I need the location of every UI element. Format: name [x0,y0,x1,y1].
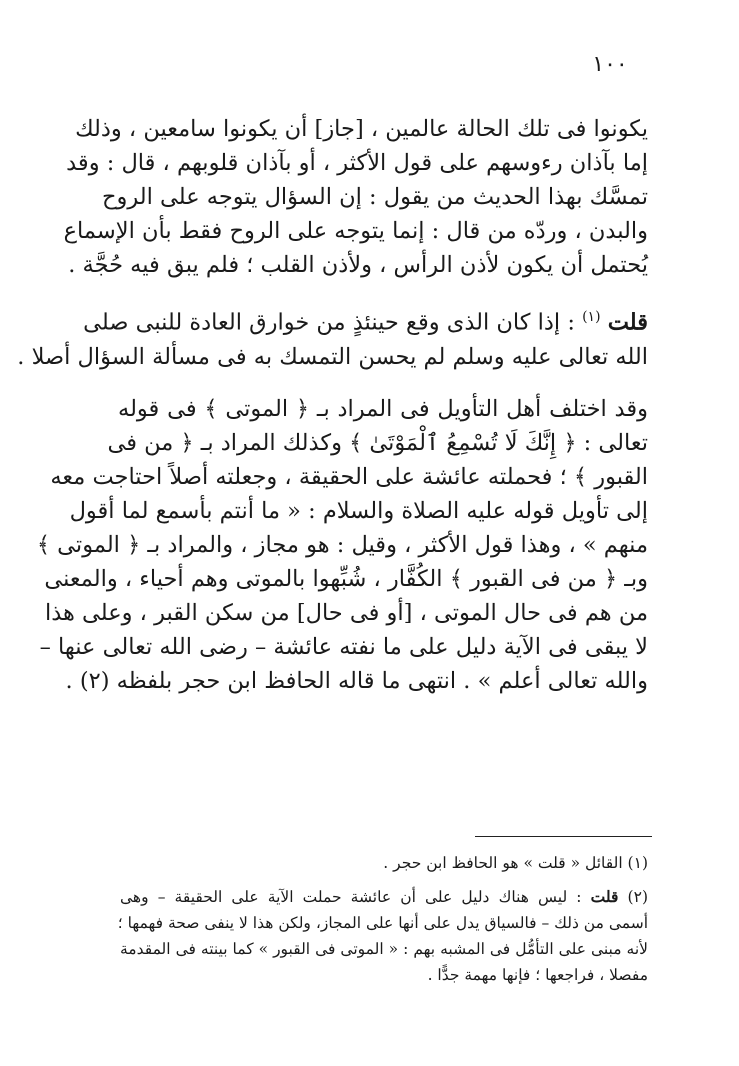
main-text [17,112,648,716]
text-line-with-lead [83,300,648,340]
lead-word: قلت [607,309,648,336]
text-line: إما بآذان رءوسهم على قول الأكثر ، أو بآذان قلوبهم ، قال : وقد [66,150,648,176]
text-line: منهم » ، وهذا قول الأكثر ، وقيل : هو مجاز ، والمراد بـ ﴿ الموتى ﴾ [36,531,648,558]
footnote-line-with-lead [120,884,648,910]
text-line: من هم فى حال الموتى ، [أو فى حال] من سكن القبر ، وعلى هذا [44,599,648,626]
lead-word: قلت [590,887,619,906]
text-line: والله تعالى أعلم » . انتهى ما قاله الحافظ ابن حجر بلفظه (٢) . [65,667,648,694]
paragraph-1 [63,112,648,282]
text-line: وقد اختلف أهل التأويل فى المراد بـ ﴿ الموتى ﴾ فى قوله [118,395,648,422]
footnote-line: مفصلا ، فراجعها ؛ فإنها مهمة جدًّا . [427,966,648,984]
footnote-line: لأنه مبنى على التأمُّل فى المشبه بهم : « الموتى فى القبور » كما بينته فى المقدمة [120,940,648,958]
footnote-marker: (٢) [627,888,648,906]
text-line: وبـ ﴿ من فى القبور ﴾ الكُفَّار ، شُبِّهوا بالموتى وهم أحياء ، والمعنى [44,565,648,592]
paragraph-3 [36,392,648,698]
footnote-line: (١) القائل « قلت » هو الحافظ ابن حجر . [383,854,648,872]
footnote-1 [120,850,648,876]
footnote-ref: (١) [582,309,601,325]
page-number: ١٠٠ [592,52,628,77]
text-line: إلى تأويل قوله عليه الصلاة والسلام : « ما أنتم بأسمع لما أقول [69,497,648,524]
footnote-line: أسمى من ذلك – فالسياق يدل على أنها على المجاز، ولكن هذا لا ينفى صحة فهمها ؛ [117,914,648,932]
text-line: القبور ﴾ ؛ فحملته عائشة على الحقيقة ، وجعلته أصلاً احتاجت معه [50,463,648,490]
footnote-2 [117,884,648,988]
text-line: الله تعالى عليه وسلم لم يحسن التمسك به فى مسألة السؤال أصلا . [17,343,648,370]
footnotes [117,850,648,996]
text-line: لا يبقى فى الآية دليل على ما نفته عائشة – رضى الله تعالى عنها – [39,633,648,660]
footnote-divider [475,836,652,837]
text-line: تعالى : ﴿ إِنَّكَ لَا تُسْمِعُ ٱلْمَوْتَىٰ ﴾ وكذلك المراد بـ ﴿ من فى [107,429,648,456]
paragraph-2 [17,300,648,374]
text-fragment: : ليس هناك دليل على أن عائشة حملت الآية على الحقيقة – وهى [120,888,582,906]
text-line: والبدن ، وردّه من قال : إنما يتوجه على الروح فقط بأن الإسماع [63,218,648,244]
text-line: يكونوا فى تلك الحالة عالمين ، [جاز] أن يكونوا سامعين ، وذلك [75,116,648,142]
text-line: يُحتمل أن يكون لأذن الرأس ، ولأذن القلب ؛ فلم يبق فيه حُجَّة . [68,252,648,278]
text-line: تمسَّك بهذا الحديث من يقول : إن السؤال يتوجه على الروح [101,184,648,210]
text-fragment: : إذا كان الذى وقع حينئذٍ من خوارق العادة للنبى صلى [83,309,575,336]
